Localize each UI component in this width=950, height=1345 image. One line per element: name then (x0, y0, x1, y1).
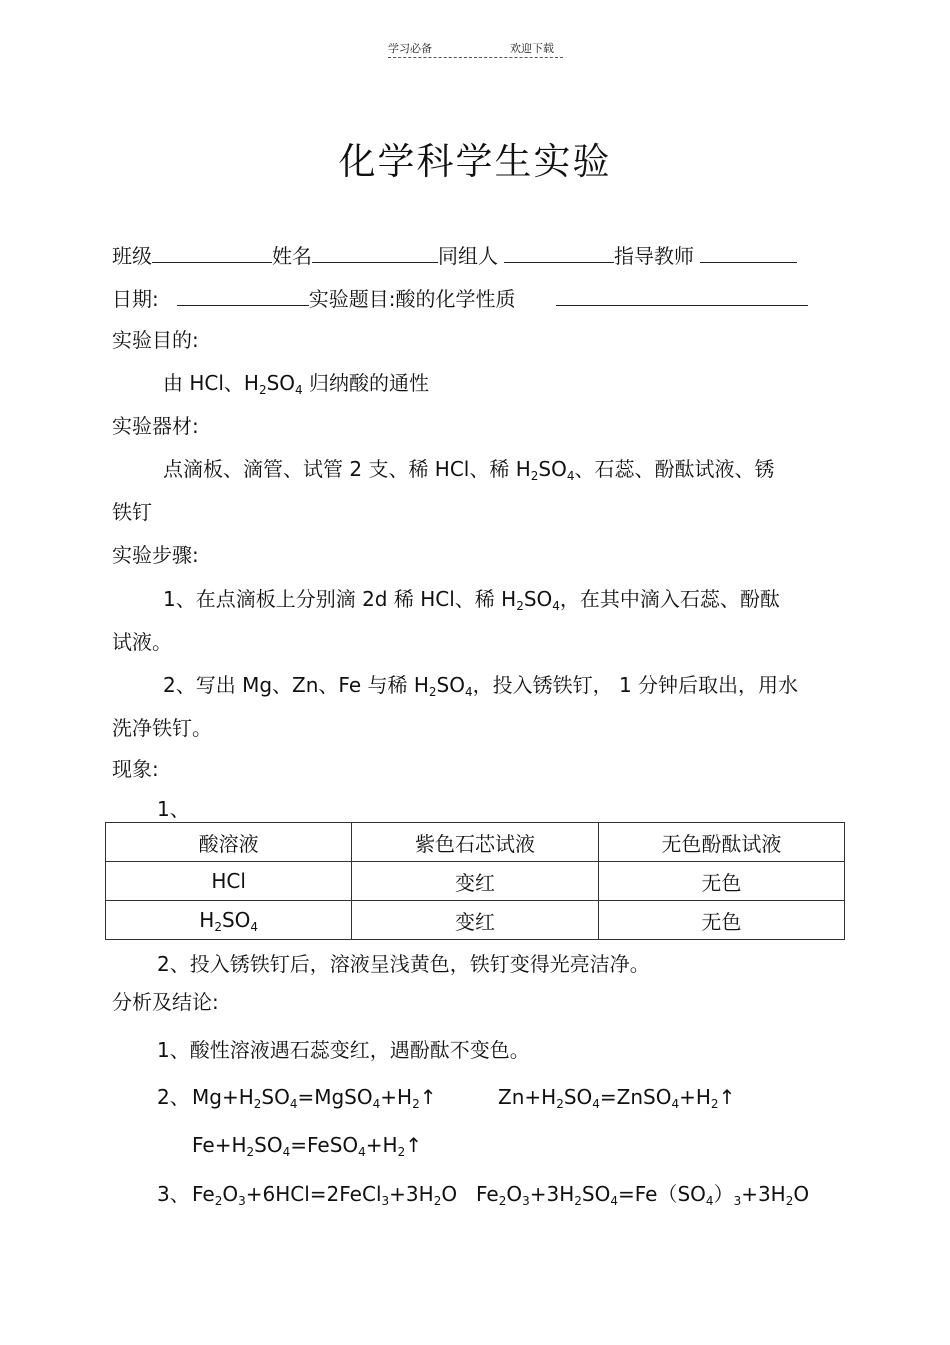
equipment-line-1: 点滴板、滴管、试管 2 支、稀 HCl、稀 $H_2SO_4$、石蕊、酚酞试液、锈 (163, 457, 775, 483)
teacher-label: 指导教师 (614, 244, 694, 268)
equipment-line-2: 铁钉 (112, 500, 152, 524)
topic-label: 实验题目: (308, 287, 396, 311)
equation-fe: $Fe+H_2SO_4=FeSO_4+H_2↑$ (192, 1133, 422, 1159)
name-field (312, 242, 438, 263)
conclusion-2-number: 2、 (157, 1085, 190, 1109)
form-row-2 (112, 285, 808, 311)
conclusion-1: 1、酸性溶液遇石蕊变红，遇酚酞不变色。 (157, 1038, 530, 1062)
header-left-text: 学习必备 (388, 42, 432, 55)
equation-fe2o3-hcl: $Fe_2O_3+6HCl=2FeCl_3+3H_2O$ (192, 1182, 458, 1208)
step-1-line-2: 试液。 (112, 630, 172, 654)
class-label: 班级 (112, 244, 152, 268)
table-header-cell: 紫色石芯试液 (352, 823, 598, 862)
phenomena-table (105, 822, 845, 940)
group-field (504, 242, 614, 263)
equation-mg: $Mg+H_2SO_4=MgSO_4+H_2↑$ (192, 1085, 437, 1111)
table-cell: HCl (106, 862, 352, 901)
phenomena-heading: 现象: (112, 757, 159, 781)
group-label: 同组人 (438, 244, 498, 268)
table-header-cell: 酸溶液 (106, 823, 352, 862)
date-label: 日期: (112, 287, 159, 311)
equipment-heading: 实验器材: (112, 414, 199, 438)
table-row (106, 901, 845, 940)
equation-fe2o3-h2so4: $Fe_2O_3+3H_2SO_4=Fe(SO_4)_3+3H_2O$ (476, 1182, 810, 1208)
purpose-text: 由 HCl、$H_2SO_4$ 归纳酸的通性 (163, 371, 430, 397)
phenomena-item-2: 2、投入锈铁钉后，溶液呈浅黄色，铁钉变得光亮洁净。 (157, 952, 650, 976)
page-header (388, 40, 563, 58)
table-header-cell: 无色酚酞试液 (598, 823, 844, 862)
conclusion-heading: 分析及结论: (112, 990, 219, 1014)
class-field (152, 242, 272, 263)
teacher-field (700, 242, 797, 263)
equation-zn: $Zn+H_2SO_4=ZnSO_4+H_2↑$ (498, 1085, 736, 1111)
table-cell: $H_2SO_4$ (106, 901, 352, 940)
page-title: 化学科学生实验 (338, 140, 612, 183)
table-cell: 变红 (352, 862, 598, 901)
form-row-1 (112, 242, 797, 268)
conclusion-3-number: 3、 (157, 1182, 190, 1206)
phenomena-item-1: 1、 (157, 797, 190, 821)
name-label: 姓名 (272, 244, 312, 268)
table-cell: 无色 (598, 901, 844, 940)
table-row (106, 862, 845, 901)
purpose-heading: 实验目的: (112, 328, 199, 352)
table-cell: 无色 (598, 862, 844, 901)
topic-value: 酸的化学性质 (395, 287, 516, 311)
steps-heading: 实验步骤: (112, 543, 199, 567)
header-right-text: 欢迎下载 (510, 42, 554, 55)
step-1-line-1: 1、在点滴板上分别滴 2d 稀 HCl、稀 $H_2SO_4$，在其中滴入石蕊、酚酞 (163, 587, 780, 613)
step-2-line-2: 洗净铁钉。 (112, 716, 212, 740)
topic-extra-field (556, 285, 808, 306)
step-2-line-1: 2、写出 Mg、Zn、Fe 与稀 $H_2SO_4$，投入锈铁钉， 1 分钟后取出，用水 (163, 673, 799, 699)
date-field (177, 285, 309, 306)
table-cell: 变红 (352, 901, 598, 940)
table-header-row (106, 823, 845, 862)
